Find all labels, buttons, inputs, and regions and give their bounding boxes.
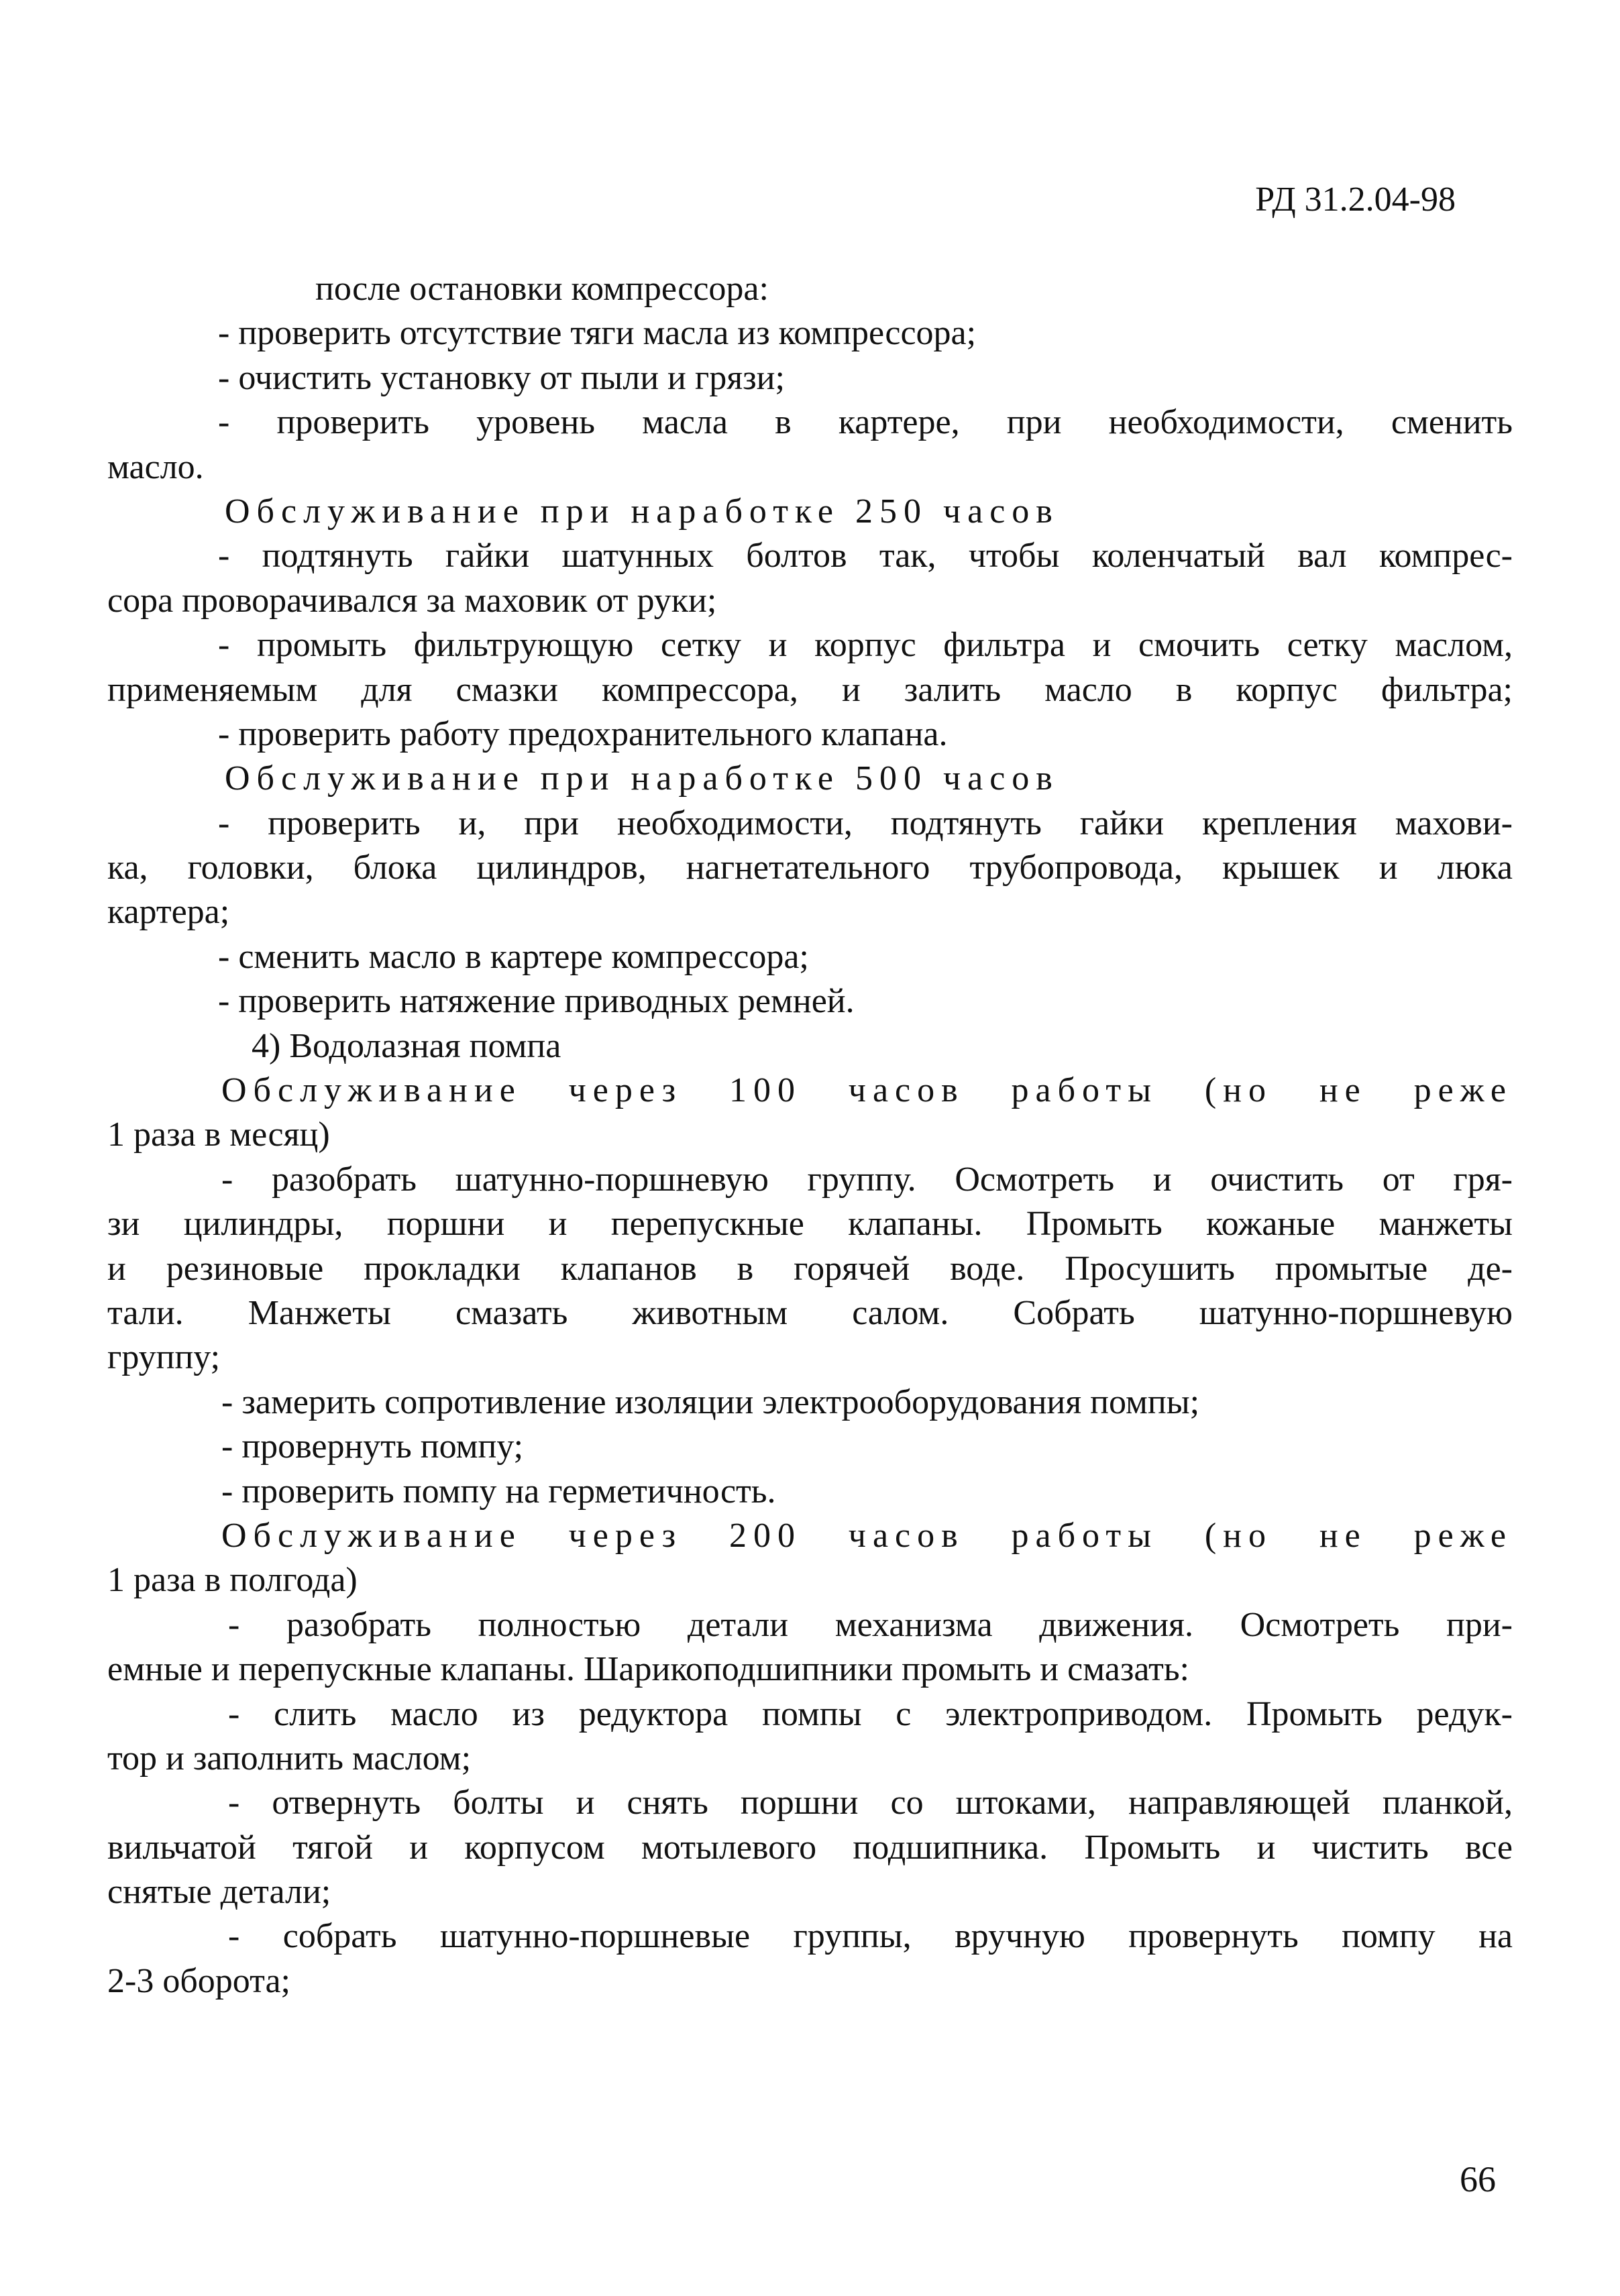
text-line: - проверить отсутствие тяги масла из компрессора; (218, 314, 977, 353)
section-heading: Обслуживание при наработке 250 часов (225, 492, 1059, 531)
section-heading: Обслуживание при наработке 500 часов (225, 759, 1059, 798)
text-line: группу; (107, 1338, 221, 1377)
text-line: - отвернуть болты и снять поршни со штоками, направляющей планкой, (228, 1784, 1513, 1822)
text-line: - подтянуть гайки шатунных болтов так, чтобы коленчатый вал компрес- (218, 537, 1513, 576)
page-number: 66 (1460, 2159, 1496, 2199)
text-line: - очистить установку от пыли и грязи; (218, 358, 785, 397)
subsection-title: 4) Водолазная помпа (252, 1026, 561, 1065)
text-line: - разобрать полностью детали механизма движения. Осмотреть при- (228, 1605, 1513, 1644)
text-line: и резиновые прокладки клапанов в горячей воде. Просушить промытые де- (107, 1249, 1513, 1288)
document-code: РД 31.2.04-98 (1255, 180, 1456, 219)
text-line: - замерить сопротивление изоляции электрооборудования помпы; (221, 1382, 1200, 1421)
text-line: применяемым для смазки компрессора, и залить масло в корпус фильтра; (107, 670, 1513, 709)
text-line: - проверить и, при необходимости, подтянуть гайки крепления махови- (218, 804, 1513, 842)
section-heading: Обслуживание через 100 часов работы (но не реже (221, 1071, 1513, 1110)
text-line: зи цилиндры, поршни и перепускные клапаны. Промыть кожаные манжеты (107, 1205, 1513, 1244)
text-line: ка, головки, блока цилиндров, нагнетательного трубопровода, крышек и люка (107, 849, 1513, 887)
text-line: - слить масло из редуктора помпы с электроприводом. Промыть редук- (228, 1694, 1513, 1733)
text-line: - собрать шатунно-поршневые группы, вручную провернуть помпу на (228, 1917, 1513, 1956)
text-line: - сменить масло в картере компрессора; (218, 937, 809, 976)
text-line: вильчатой тягой и корпусом мотылевого подшипника. Промыть и чистить все (107, 1828, 1513, 1867)
text-line: 2-3 оборота; (107, 1961, 290, 2000)
text-line: после остановки компрессора: (315, 270, 769, 308)
text-line: 1 раза в месяц) (107, 1115, 330, 1154)
text-line: - разобрать шатунно-поршневую группу. Осмотреть и очистить от гря- (221, 1160, 1513, 1199)
text-line: тали. Манжеты смазать животным салом. Собрать шатунно-поршневую (107, 1293, 1513, 1332)
text-line: - промыть фильтрующую сетку и корпус фильтра и смочить сетку маслом, (218, 626, 1513, 665)
text-line: - проверить работу предохранительного клапана. (218, 714, 948, 753)
text-line: - проверить натяжение приводных ремней. (218, 982, 855, 1021)
text-line: масло. (107, 447, 204, 486)
body-text (107, 267, 1513, 2004)
text-line: - провернуть помпу; (221, 1427, 524, 1466)
text-line: - проверить помпу на герметичность. (221, 1472, 776, 1511)
section-heading: Обслуживание через 200 часов работы (но не реже (221, 1516, 1513, 1555)
text-line: тор и заполнить маслом; (107, 1739, 472, 1778)
text-line: - проверить уровень масла в картере, при необходимости, сменить (218, 403, 1513, 442)
text-line: картера; (107, 893, 230, 932)
text-line: емные и перепускные клапаны. Шарикоподшипники промыть и смазать: (107, 1650, 1189, 1689)
text-line: 1 раза в полгода) (107, 1561, 358, 1600)
text-line: сора проворачивался за маховик от руки; (107, 581, 717, 620)
text-line: снятые детали; (107, 1873, 331, 1912)
